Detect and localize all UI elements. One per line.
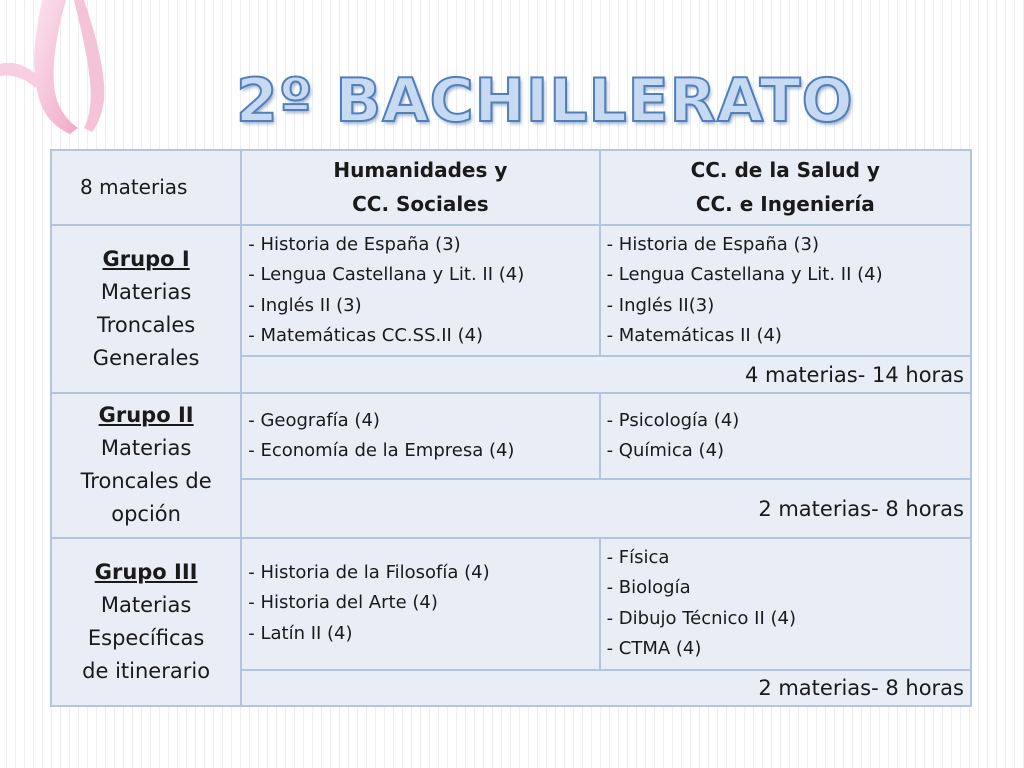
group-2-humanities-subjects xyxy=(241,393,599,480)
group-1-desc-line: Troncales xyxy=(97,312,196,337)
subject-item: - Economía de la Empresa (4) xyxy=(248,440,515,462)
group-1-desc-line: Materias xyxy=(100,279,192,304)
pink-ribbon-decoration xyxy=(0,0,120,140)
group-3-desc-line: Materias xyxy=(100,592,192,617)
subject-item: - Matemáticas II (4) xyxy=(606,325,782,346)
group-3-humanities-subjects xyxy=(241,538,599,670)
group-2-sciences-subjects xyxy=(600,393,971,480)
subject-item: - Psicología (4) xyxy=(606,409,740,431)
subject-item: - Historia de la Filosofía (4) xyxy=(248,561,490,583)
group-1-sciences-subjects xyxy=(600,225,971,357)
group-1-total: 4 materias- 14 horas xyxy=(241,356,971,392)
header-sciences xyxy=(600,150,971,225)
group-3-label xyxy=(51,538,241,706)
subject-item: - Inglés II (3) xyxy=(248,294,362,316)
subject-item: - Dibujo Técnico II (4) xyxy=(606,607,796,629)
group-1-name: Grupo I xyxy=(102,246,190,271)
header-sciences-line1: CC. de la Salud y xyxy=(690,158,880,183)
header-humanities-line2: CC. Sociales xyxy=(352,192,489,217)
subject-item: - Historia de España (3) xyxy=(606,233,820,255)
subject-item: - Biología xyxy=(606,577,691,599)
header-subject-count: 8 materias xyxy=(51,150,241,225)
group-1-label xyxy=(51,225,241,393)
group-2-total: 2 materias- 8 horas xyxy=(241,479,971,537)
group-2-subjects-row xyxy=(51,393,971,480)
subject-item: - Física xyxy=(606,546,670,568)
subject-item: - Lengua Castellana y Lit. II (4) xyxy=(606,264,883,285)
group-2-desc-line: Troncales de xyxy=(80,469,212,494)
header-humanities xyxy=(241,150,599,225)
subject-item: - CTMA (4) xyxy=(606,638,702,660)
group-2-name: Grupo II xyxy=(98,403,194,428)
subjects-table xyxy=(50,149,972,707)
subject-item: - Matemáticas CC.SS.II (4) xyxy=(248,325,484,346)
group-3-desc-line: de itinerario xyxy=(82,658,211,683)
header-sciences-line2: CC. e Ingeniería xyxy=(695,192,875,217)
group-3-sciences-subjects xyxy=(600,538,971,670)
group-3-subjects-row xyxy=(51,538,971,670)
subject-item: - Química (4) xyxy=(606,440,725,462)
header-row xyxy=(51,150,971,225)
subject-item: - Latín II (4) xyxy=(248,622,353,644)
group-1-humanities-subjects xyxy=(241,225,599,357)
subject-item: - Inglés II(3) xyxy=(606,294,715,316)
group-2-desc-line: Materias xyxy=(100,436,192,461)
subject-item: - Historia del Arte (4) xyxy=(248,592,438,614)
page-title: 2º BACHILLERATO xyxy=(236,66,854,136)
subject-item: - Lengua Castellana y Lit. II (4) xyxy=(248,264,525,285)
group-2-desc-line: opción xyxy=(111,502,181,527)
group-2-label xyxy=(51,393,241,538)
header-humanities-line1: Humanidades y xyxy=(333,158,508,183)
group-3-desc-line: Específicas xyxy=(87,625,205,650)
group-1-subjects-row xyxy=(51,225,971,357)
subject-item: - Historia de España (3) xyxy=(248,233,461,255)
subject-item: - Geografía (4) xyxy=(248,409,380,431)
group-3-total: 2 materias- 8 horas xyxy=(241,670,971,706)
group-3-name: Grupo III xyxy=(94,559,198,584)
group-1-desc-line: Generales xyxy=(92,345,200,370)
